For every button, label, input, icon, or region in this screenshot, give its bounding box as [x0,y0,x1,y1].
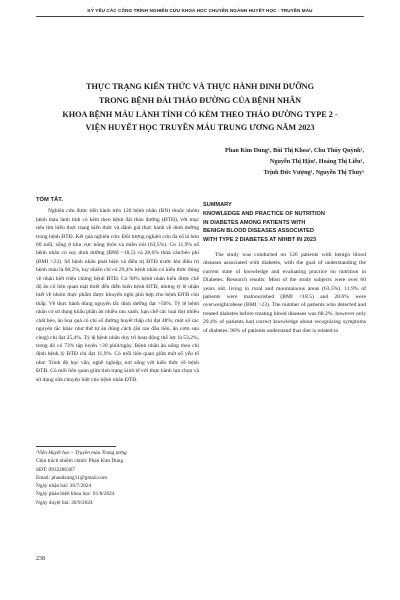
summary-en-heading-line: WITH TYPE 2 DIABETES AT NIHBT IN 2023 [203,237,317,244]
author-line: Nguyễn Thị Hậu¹, Hoàng Thị Liễu¹, [269,157,364,165]
footnote-corresponding-author: Chịu trách nhiệm chính: Phan Kim Dung [36,458,124,465]
footnotes [36,449,199,507]
summary-en-heading [203,201,366,245]
footnote-accepted-date: Ngày duyệt bài: 30/9/2024 [36,499,93,506]
footnote-phone: SĐT: 0932286367 [36,466,76,473]
title-line: KHOA BỆNH MÁU LÀNH TÍNH CÓ KÈM THEO THÁO ĐƯỜNG TYPE 2 - [62,109,338,119]
summary-en-heading-line: BENIGN BLOOD DISEASES ASSOCIATED [203,228,314,235]
summary-vi-heading: TÓM TẮT. [36,197,63,203]
summary-en-paragraph: The study was conducted on 126 patients with benign blood diseases associated with diabetes, with the goal of understanding the current state of knowledge and evaluating practice on nutrition in Diabetes. Research results: Most of the study subjects were over 60 years old, living in rural and mountainous areas (63.5%). 11.9% of patients were malnourished (BMI <18.5) and 28.6% were overweight/obese (BMI >23). The number of patients who detected and treated diabetes before treating blood diseases was 68.2%, however only 29.4% of patients had correct knowledge about recognizing symptoms of diabetes. 98% of patients understand that diet is related to [203,251,366,334]
page-number: 238 [36,556,45,562]
running-head: KỶ YẾU CÁC CÔNG TRÌNH NGHIÊN CỨU KHOA HỌC CHUYÊN NGÀNH HUYẾT HỌC - TRUYỀN MÁU [87,8,313,13]
summary-en-heading-line: IN DIABETES AMONG PATIENTS WITH [203,219,306,226]
footnote-rule [36,446,116,447]
title-line: VIỆN HUYẾT HỌC TRUYỀN MÁU TRUNG ƯƠNG NĂM 2023 [85,123,315,133]
footnote-review-date: Ngày phản biện khoa học: 01/8/2024 [36,491,115,498]
article-title [40,80,360,135]
author-line: Phan Kim Dung¹, Bùi Thị Khoa¹, Chu Thúy Quỳnh¹, [225,147,364,154]
left-column [36,196,199,384]
right-column [203,196,366,335]
author-list [64,146,364,178]
summary-en-heading-line: KNOWLEDGE AND PRACTICE OF NUTRITION [203,210,325,217]
summary-en-heading-line: SUMMARY [203,202,232,208]
footnote-received-date: Ngày nhận bài: 30/7/2024 [36,483,92,490]
author-line: Trịnh Đức Vượng¹, Nguyễn Thị Thủy¹ [263,168,364,176]
title-line: THỰC TRẠNG KIẾN THỨC VÀ THỰC HÀNH DINH DƯỠNG [86,82,314,91]
summary-vi-paragraph: Nghiên cứu được tiến hành trên 126 bệnh nhân (BN) thuộc nhóm bệnh máu lành tính có kèm theo bệnh đái tháo đường (ĐTĐ), với mục tiêu tìm hiểu thực trạng kiến thức và đánh giá thực hành về dinh dưỡng trong bệnh ĐTĐ. Kết quả nghiên cứu: Đối tượng nghiên cứu đa số là hơn 60 tuổi, sống ở khu vực nông thôn và miền núi (63,5%). Có 11,9% số bệnh nhân có suy dinh dưỡng (BMI <18,5) và 28,6% thừa cân/béo phì (BMI >23). Số bệnh nhân phát hiện và điều trị ĐTĐ trước khi điều trị bệnh máu là 68,2%, tuy nhiên chỉ có 29,4% bệnh nhân có kiến thức đúng về nhận biết triệu chứng bệnh ĐTĐ. Có 98% bệnh nhân hiểu được chế độ ăn có liên quan mật thiết đến diễn biến bệnh ĐTĐ, nhưng tỷ lệ nhận biết về nhóm thực phẩm được khuyến nghị phù hợp cho bệnh ĐTĐ còn thấp. Về thực hành dùng nguyên tắc dinh dưỡng đạt >50%. Tỷ lệ bệnh nhân có sử dụng khẩu phần ăn nhiều rau xanh, hạn chế các loại thịt nhiều chất béo, ăn hoa quả có chỉ số đường huyết thấp chỉ đạt 48%; một số các nguyên tắc khác như thứ tự ăn đúng cách (ăn rau đầu tiên, ăn cơm sau cùng) chỉ đạt 25,4%. Tỷ lệ bệnh nhân duy trì hoạt động thể lực là 53,2%, trong đó có 73% tập luyện >30 phút/ngày. Bệnh nhân ăn uống theo chỉ định bệnh lý ĐTĐ chỉ đạt 11,9%. Có mối liên quan giữa một số yếu tố như: Trình độ học vấn, nghề nghiệp, nơi sống với kiến thức về bệnh ĐTĐ. Có mối liên quan giữa tình trạng kinh tế với thực hành lựa chọn và sử dụng sữa chuyên biệt cho bệnh nhân ĐTĐ. [36,208,199,383]
title-line: TRONG BỆNH ĐÁI THÁO ĐƯỜNG CỦA BỆNH NHÂN [98,95,302,105]
header-rule [36,16,364,17]
footnote-email: Email: phandzung11@gmail.com [36,474,108,481]
footnote-affiliation: ¹Viện Huyết học – Truyền máu Trung ương [36,450,127,456]
